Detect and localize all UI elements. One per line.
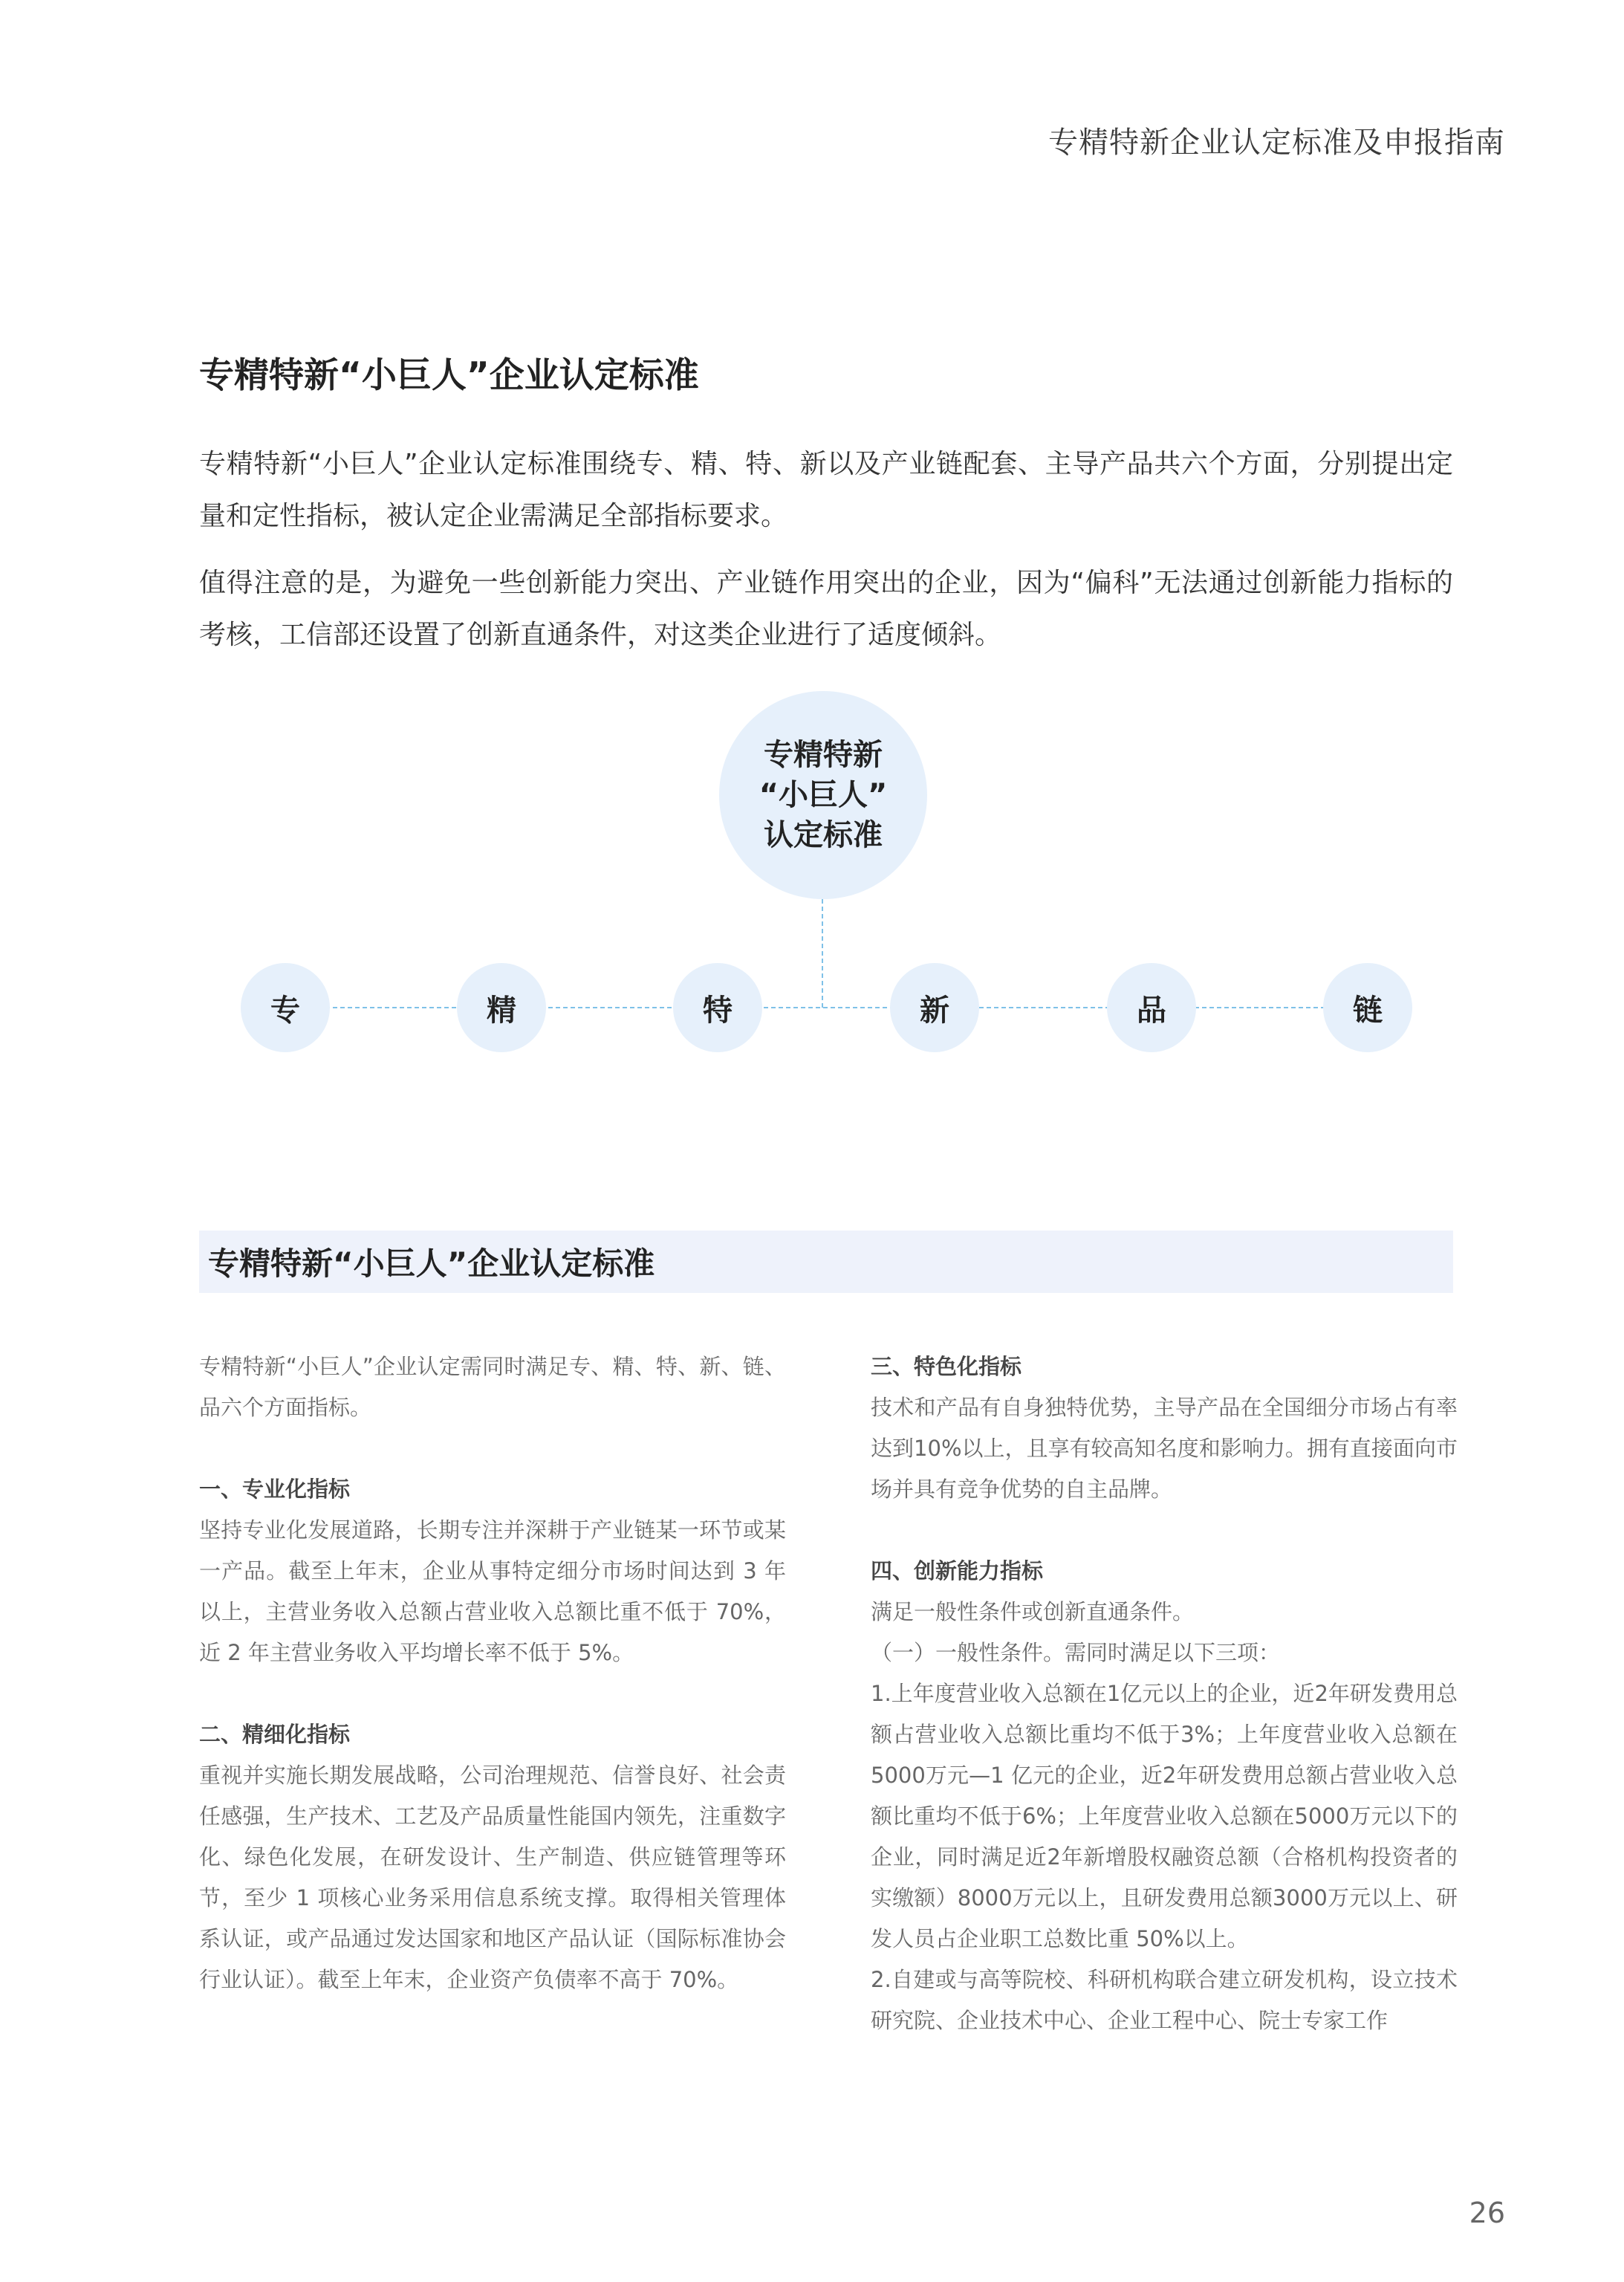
- horizontal-connector-line: [244, 1007, 1377, 1008]
- refinement-body: 重视并实施长期发展战略，公司治理规范、信誉良好、社会责任感强，生产技术、工艺及产品质量性能国内领先，注重数字化、绿色化发展，在研发设计、生产制造、供应链管理等环节，至少 1 项核心业务采用信息系统支撑。取得相关管理体系认证，或产品通过发达国家和地区产品认证（国际标准协会行业认证）。截至上年末，企业资产负债率不高于 70%。: [199, 1763, 786, 1992]
- diagram-node-xin: 新: [890, 963, 979, 1052]
- diagram-node-pin: 品: [1107, 963, 1196, 1052]
- section-banner-title: 专精特新“小巨人”企业认定标准: [208, 1245, 655, 1282]
- characteristic-body: 技术和产品有自身独特优势，主导产品在全国细分市场占有率达到10%以上，且享有较高知名度和影响力。拥有直接面向市场并具有竞争优势的自主品牌。: [871, 1395, 1458, 1502]
- innovation-item-1: 1.上年度营业收入总额在1亿元以上的企业，近2年研发费用总额占营业收入总额比重均不低于3%；上年度营业收入总额在5000万元—1 亿元的企业，近2年研发费用总额占营业收入总额比重均不低于6%；上年度营业收入总额在5000万元以下的企业，同时满足近2年新增股权融资总额（合格机构投资者的实缴额）8000万元以上，且研发费用总额3000万元以上、研发人员占企业职工总数比重 50%以上。: [871, 1681, 1458, 1951]
- diagram-center-label: 专精特新 “小巨人” 认定标准: [759, 738, 888, 852]
- diagram-node-te: 特: [673, 963, 762, 1052]
- left-column-intro: 专精特新“小巨人”企业认定需同时满足专、精、特、新、链、品六个方面指标。: [199, 1354, 786, 1420]
- page-number: 26: [1469, 2197, 1505, 2229]
- innovation-line-1: 满足一般性条件或创新直通条件。: [871, 1599, 1195, 1624]
- right-column: [871, 1346, 1458, 2041]
- section-banner: [199, 1231, 1453, 1293]
- innovation-heading: 四、创新能力指标: [871, 1558, 1044, 1584]
- diagram-center-circle: [719, 691, 927, 899]
- refinement-heading: 二、精细化指标: [199, 1722, 351, 1747]
- diagram-node-lian: 链: [1323, 963, 1412, 1052]
- innovation-item-2: 2.自建或与高等院校、科研机构联合建立研发机构，设立技术研究院、企业技术中心、企业工程中心、院士专家工作: [871, 1967, 1458, 2033]
- left-column: [199, 1346, 786, 2000]
- diagram-node-zhuan: 专: [241, 963, 330, 1052]
- intro-paragraph-1: 专精特新“小巨人”企业认定标准围绕专、精、特、新以及产业链配套、主导产品共六个方面，分别提出定量和定性指标，被认定企业需满足全部指标要求。: [199, 449, 1453, 531]
- specialization-body: 坚持专业化发展道路，长期专注并深耕于产业链某一环节或某一产品。截至上年末，企业从事特定细分市场时间达到 3 年以上，主营业务收入总额占营业收入总额比重不低于 70%，近 2 年主营业务收入平均增长率不低于 5%。: [199, 1517, 786, 1665]
- specialization-heading: 一、专业化指标: [199, 1477, 351, 1502]
- section-title: 专精特新“小巨人”企业认定标准: [199, 355, 699, 396]
- intro-paragraph-2: 值得注意的是，为避免一些创新能力突出、产业链作用突出的企业，因为“偏科”无法通过创新能力指标的考核，工信部还设置了创新直通条件，对这类企业进行了适度倾斜。: [199, 568, 1453, 650]
- characteristic-heading: 三、特色化指标: [871, 1354, 1022, 1379]
- running-header: 专精特新企业认定标准及申报指南: [1048, 126, 1505, 160]
- innovation-line-2: （一）一般性条件。需同时满足以下三项：: [871, 1640, 1281, 1665]
- criteria-diagram: [199, 669, 1453, 1085]
- vertical-connector-line: [822, 899, 823, 1008]
- diagram-node-jing: 精: [457, 963, 546, 1052]
